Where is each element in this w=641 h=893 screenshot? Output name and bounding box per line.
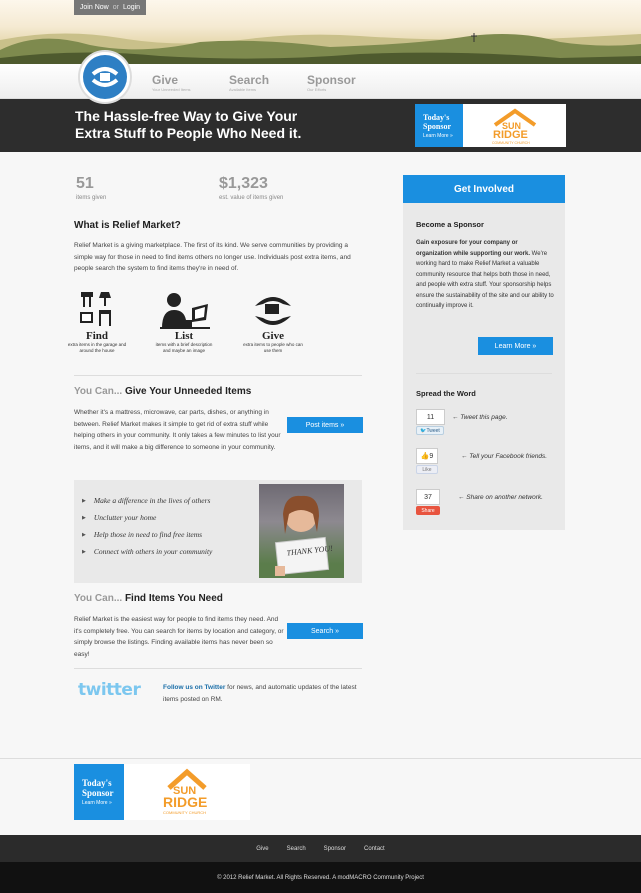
login-link[interactable]: Login — [122, 4, 141, 11]
bullet-icon: ▶ — [82, 532, 86, 538]
like-count-value: 9 — [429, 452, 434, 460]
top-sponsor-title: Today's Sponsor — [423, 112, 452, 131]
become-sponsor-text — [416, 238, 554, 312]
top-community-text: COMMUNITY CHURCH — [491, 140, 530, 145]
sunridge-logo — [463, 104, 566, 147]
learn-more-button[interactable]: Learn More » — [478, 337, 553, 355]
tweet-share — [416, 409, 508, 435]
headline-banner — [0, 99, 641, 152]
tweet-button-label: Tweet — [426, 427, 440, 434]
benefit-item — [82, 509, 212, 526]
sponsor-lead: Gain exposure for your company or organization while supporting our work. — [416, 240, 530, 257]
thumbs-up-icon: 👍 — [420, 453, 430, 460]
step-find — [67, 290, 127, 353]
nav-sponsor-title: Sponsor — [307, 73, 356, 87]
bullet-icon: ▶ — [82, 549, 86, 555]
section-divider — [74, 375, 362, 376]
stat-value: $1,323 — [219, 175, 268, 192]
top-sponsor-more[interactable]: Learn More » — [423, 132, 453, 139]
nav-give-title: Give — [152, 73, 179, 87]
nav-give-subtitle: Your Unneeded Items — [152, 87, 191, 92]
post-items-button[interactable]: Post items » — [287, 417, 363, 433]
bottom-sun-text: SUN — [173, 785, 197, 797]
what-title: What is Relief Market? — [74, 220, 181, 231]
share-button[interactable]: Share — [416, 506, 440, 515]
step-name: List — [174, 330, 194, 342]
twitter-bird-icon: 🐦 — [420, 427, 427, 434]
top-sun-text: SUN — [501, 120, 521, 131]
footer-link-give[interactable]: Give — [256, 845, 269, 852]
auth-or: or — [112, 4, 119, 11]
bottom-sponsor-more[interactable]: Learn More » — [82, 800, 112, 806]
step-give — [243, 290, 303, 353]
give-section-body: Whether it's a mattress, microwave, car parts, dishes, or anything in between. Relief Market makes it simple to get rid of extra stuff while helping others in your community. It only takes a few minutes to list your items, and it will make a big difference to someone in your community. — [74, 409, 281, 451]
bottom-community-text: COMMUNITY CHURCH — [163, 810, 207, 815]
nav-sponsor-subtitle: Our Efforts — [307, 87, 327, 92]
photo-sign-text: THANK YOU! — [286, 543, 334, 558]
twitter-follow-link[interactable]: Follow us on Twitter — [163, 684, 226, 691]
tweet-button[interactable] — [416, 426, 444, 435]
bottom-sponsor-title: Today's Sponsor — [82, 778, 114, 798]
step-list — [154, 290, 214, 353]
twitter-logo[interactable]: twitter — [78, 680, 141, 700]
find-section-body: Relief Market is the easiest way for people to find items they need. And it's completely free. You can search for items by location and category, or simply browse the listings. Finding available items has never been so easy! — [74, 616, 284, 658]
find-section-heading: Find Items You Need — [124, 593, 223, 604]
nav-sponsor[interactable] — [307, 73, 356, 92]
footer-link-contact[interactable]: Contact — [364, 845, 385, 852]
step-desc: extra items in the garage and around the house — [67, 342, 127, 353]
benefit-item — [82, 526, 212, 543]
get-involved-panel — [403, 175, 565, 530]
bottom-ridge-text: RIDGE — [163, 794, 208, 810]
like-label: ← Tell your Facebook friends. — [461, 453, 548, 460]
laptop-user-icon — [156, 290, 212, 330]
headline: The Hassle-free Way to Give Your Extra Stuff to People Who Need it. — [75, 108, 302, 141]
step-desc: items with a brief description and maybe an image — [155, 342, 213, 353]
give-section-heading: Give Your Unneeded Items — [124, 386, 252, 397]
find-section-pre: You Can... — [74, 593, 123, 604]
footer-link-search[interactable]: Search — [286, 845, 306, 852]
become-sponsor-title: Become a Sponsor — [416, 220, 484, 229]
tweet-label: ← Tweet this page. — [452, 414, 508, 421]
stat-items-given — [76, 175, 106, 201]
what-body: Relief Market is a giving marketplace. The first of its kind. We serve communities by providing a simple way for those in need to find items others no longer use. Individuals post extra items, and people search the system to find items they're in need of. — [74, 242, 351, 272]
stat-value: 51 — [76, 175, 94, 192]
nav-search[interactable] — [229, 73, 269, 92]
footer-nav — [0, 835, 641, 862]
giving-hands-icon — [88, 60, 122, 94]
tweet-count: 11 — [416, 409, 445, 425]
benefit-item — [82, 543, 212, 560]
give-section-pre: You Can... — [74, 386, 123, 397]
search-button[interactable]: Search » — [287, 623, 363, 639]
stat-value-given — [219, 175, 283, 201]
share-count: 37 — [416, 489, 440, 505]
benefit-text: Connect with others in your community — [93, 547, 213, 556]
like-count — [416, 448, 438, 464]
give-section-title — [74, 386, 251, 397]
section-divider — [74, 668, 362, 669]
nav-search-title: Search — [229, 73, 270, 87]
step-name: Give — [262, 330, 284, 342]
site-logo[interactable] — [78, 50, 132, 104]
stat-label: est. value of items given — [219, 195, 284, 201]
benefit-text: Make a difference in the lives of others — [93, 496, 211, 505]
bullet-icon: ▶ — [82, 515, 86, 521]
bottom-sponsor-box[interactable] — [74, 764, 250, 820]
benefit-text: Unclutter your home — [93, 513, 157, 522]
footer-copyright: © 2012 Relief Market. All Rights Reserved. A modMACRO Community Project — [0, 862, 641, 893]
facebook-share — [416, 448, 548, 474]
furniture-icon — [75, 290, 119, 330]
thank-you-photo — [259, 484, 344, 578]
like-button[interactable]: Like — [416, 465, 438, 474]
page-divider — [0, 758, 641, 759]
sunridge-logo — [124, 764, 250, 820]
twitter-desc: for news, and automatic updates of the latest items posted on RM. — [163, 684, 357, 703]
join-link[interactable]: Join Now — [79, 4, 109, 11]
giving-hands-icon — [249, 290, 297, 330]
twitter-text — [163, 682, 363, 705]
sponsor-body: We're working hard to make Relief Market a valuable community resource that helps both those in need, and people with extra stuff. Your sponsorship helps ensure the sustainability of the site and our ability to continually improve it. — [416, 250, 554, 309]
share-label: ← Share on another network. — [458, 494, 543, 501]
top-sponsor-box[interactable] — [415, 104, 566, 147]
stat-label: items given — [76, 195, 107, 201]
nav-give[interactable] — [152, 73, 191, 92]
network-share — [416, 489, 543, 515]
get-involved-header: Get Involved — [403, 175, 565, 203]
step-name: Find — [85, 330, 108, 342]
panel-divider — [416, 373, 552, 374]
top-ridge-text: RIDGE — [492, 128, 528, 141]
spread-word-title: Spread the Word — [416, 389, 476, 398]
benefit-text: Help those in need to find free items — [93, 530, 203, 539]
auth-bar — [74, 0, 146, 15]
step-desc: extra items to people who can use them — [243, 342, 303, 353]
nav-search-subtitle: Available Items — [229, 87, 257, 92]
benefit-item — [82, 492, 212, 509]
find-section-title — [74, 593, 223, 604]
footer-link-sponsor[interactable]: Sponsor — [323, 845, 347, 852]
bullet-icon: ▶ — [82, 498, 86, 504]
